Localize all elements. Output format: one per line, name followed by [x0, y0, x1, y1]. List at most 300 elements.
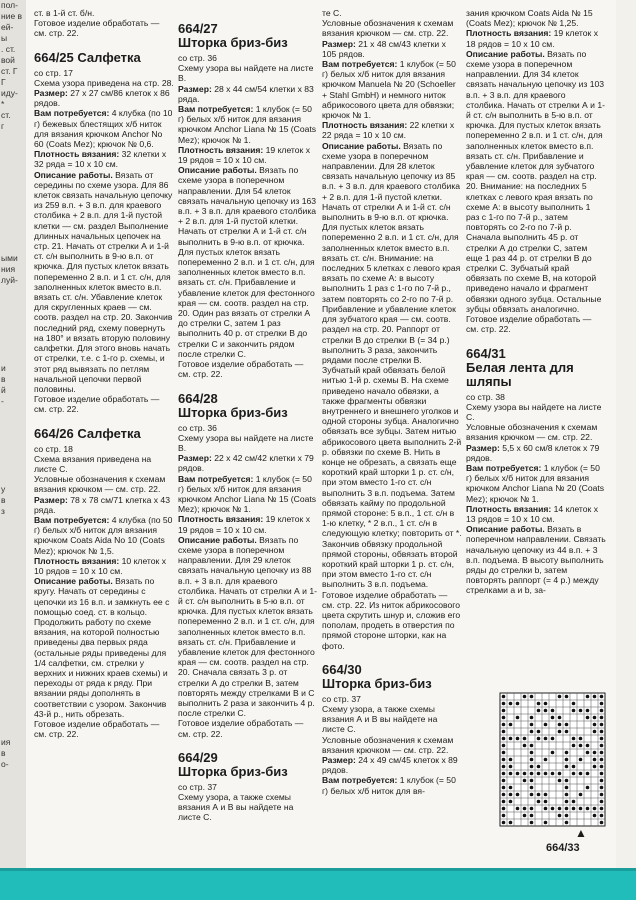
section-subtitle: Белая лента для шляпы [466, 359, 574, 389]
value: Вязать от середины по схеме узора. Для 86 клеток связать начальную цепочку из 259 в.п. + 3 в.п. для краевого столбика + 2 в.п. для 1-й пустой клетки — см. раздел Выполнение длинных начальных цепочек на стр. 21. Начать от стрелки А и 1-й ст. с/н выполнить в 9-ю в.п. от крючка. Для пустых клеток вязать попеременно 2 в.п. и 1 ст. с/н, для заполненных клеток вместо в.п. вязать ст. с/н. Убавление клеток для скругленных краев — см. соотв. раздел на стр. 20. Закончив последний ряд, схему повернуть на 180° и вязать вторую половину салфетки. Для этого вновь начать от стрелки, т.е. с 1-го р. схемы, и этот ряд вывязать по петлям начальной цепочки первой половины. [34, 169, 173, 394]
grid-dot [600, 709, 604, 713]
grid-dot [572, 744, 576, 748]
edge-fragment [0, 814, 26, 825]
materials [178, 474, 318, 515]
grid-dot [572, 765, 576, 769]
grid-dot [509, 800, 513, 804]
value: 22 клетки х 22 ряда = 10 х 10 см. [322, 120, 455, 141]
section-subtitle: Шторка бриз-биз [178, 35, 288, 50]
edge-fragment [0, 627, 26, 638]
section-title: 664/30 [322, 661, 362, 677]
edge-fragment [0, 682, 26, 693]
edge-fragment [0, 572, 26, 583]
grid-dot [600, 695, 604, 699]
work [34, 576, 174, 719]
text: Готовое изделие обработать — см. стр. 22. [34, 394, 160, 415]
edge-fragment [0, 638, 26, 649]
edge-fragment: о- [1, 759, 9, 769]
edge-fragment [0, 770, 26, 781]
value: 24 х 49 см/45 клеток х 89 рядов. [322, 755, 458, 776]
edge-fragment [0, 847, 26, 858]
text: зания крючком Coats Aida № 15 (Coats Mez); крючок № 1,25. [466, 8, 593, 29]
grid-dot [502, 821, 506, 825]
grid-dot [579, 758, 583, 762]
grid-dot [530, 821, 534, 825]
grid-dot [558, 723, 562, 727]
grid-dot [551, 737, 555, 741]
edge-fragment [0, 473, 26, 484]
value: Вязать по схеме узора в поперечном направлении. Для 29 клеток связать начальную цепочку из 88 в.п. + 3 в.п. для краевого столбика. Начать от стрелки А и 1-й ст. с/н выполнить в 5-ю в.п. от крючка. Для пустых клеток вязать попеременно 2 в.п. и 1 ст. с/н, для заполненных клеток вместо в.п. вязать ст. с/н. Прибавление и убавление клеток для фестонного края — см. соотв. раздел на стр. 20. Сначала связать 3 р. от стрелки А до стрелки В, затем повторять между стрелками В и С выполнить 2 раза и закончить 4 р. после стрелки С. [178, 534, 317, 719]
grid-dot [523, 695, 527, 699]
value: Вязать по схеме узора в поперечном направлении. Для 34 клеток связать начальную цепочку из 103 в.п. + 3 в.п. для краевого столбика. Начать от стрелки А и 1-й ст. с/н выполнить в 5-ю в.п. от крючка. Для пустых клеток вязать попеременно 2 в.п. и 1 ст. с/н, для заполненных клеток вместо в.п. вязать ст. с/н. Прибавление и убавление клеток для зубчатого края — см. соотв. раздел на стр. 20. Внимание: на последних 5 клетках с левого края вязать по схеме А: в высоту выполнить 1 раз с 1-го по 7-й р., затем повторять со 2-го по 7-й р. Сначала выполнить 45 р. от стрелки А до стрелки С, затем еще 1 раз 44 р. от стрелки В до стрелки С. Зубчатый край обвязать по схеме В, на которой приведено начало и фрагмент обвязки одного зубца. Остальные зубцы обвязать аналогично. [466, 48, 605, 314]
grid-dot [516, 716, 520, 720]
size [34, 495, 174, 515]
source: со стр. 17 [34, 67, 73, 78]
grid-dot [600, 716, 604, 720]
work [178, 535, 318, 719]
work [466, 524, 606, 595]
text: Схему узора вы найдете на листе В. [178, 63, 314, 84]
edge-fragment [0, 561, 26, 572]
grid-dot [572, 800, 576, 804]
grid-dot [572, 737, 576, 741]
edge-fragment [0, 583, 26, 594]
grid-dot [544, 793, 548, 797]
edge-fragment: ей- [1, 22, 14, 32]
value: 1 клубок (= 50 г) белых х/б ниток для вя- [322, 775, 456, 796]
grid-dot [516, 807, 520, 811]
materials [178, 104, 318, 145]
grid-dot [565, 807, 569, 811]
grid-dot [509, 702, 513, 706]
grid-dot [600, 765, 604, 769]
edge-fragment: ст. Г [1, 66, 18, 76]
label: Вам потребуется: [34, 514, 110, 525]
section-title: 664/27 [178, 21, 218, 36]
text: Схема вязания приведена на листе С. [34, 453, 152, 474]
grid-dot [586, 695, 590, 699]
edge-fragment: * [1, 99, 5, 109]
grid-dot [502, 800, 506, 804]
text: Готовое изделие обработать — см. стр. 22. [178, 718, 304, 739]
label: Плотность вязания: [466, 503, 552, 514]
label: Описание работы. [178, 534, 257, 545]
grid-dot [600, 786, 604, 790]
grid-dot [537, 702, 541, 706]
grid-dot [544, 723, 548, 727]
density [178, 145, 318, 165]
edge-fragment [0, 451, 26, 462]
edge-fragment [0, 154, 26, 165]
value: Вязать в поперечном направлении. Связать начальную цепочку из 44 в.п. + 3 в.п. подъема. В высоту выполнить ряды до стрелки b, затем повторять раппорт (= 4 р.) между стрелками a и b, за- [466, 524, 606, 596]
grid-dot [600, 730, 604, 734]
footer-strip [0, 868, 636, 871]
edge-fragment [0, 429, 26, 440]
value: 1 клубок (= 50 г) белых х/б ниток для вязания крючком Anchor Liana № 15 (Coats Mez); крючок № 1. [178, 473, 317, 515]
grid-dot [600, 772, 604, 776]
section-title: 664/31 [466, 345, 506, 361]
work [466, 49, 606, 314]
label: Размер: [34, 88, 68, 99]
value: 19 клеток х 19 рядов = 10 х 10 см. [178, 514, 310, 535]
density [34, 149, 174, 169]
edge-fragment: пол- [1, 0, 18, 10]
grid-dot [565, 793, 569, 797]
magazine-page [26, 0, 616, 868]
footer-band [0, 868, 636, 900]
chart-label: 664/33 [546, 842, 580, 854]
edge-fragment [0, 308, 26, 319]
grid-dot [502, 730, 506, 734]
section-title: 664/28 [178, 390, 218, 406]
value: Вязать по схеме узора в поперечном направлении. Для 28 клеток связать начальную цепочку из 85 в.п. + 3 в.п. для краевого столбика + 2 в.п. для 1-й пустой клетки. Начать от стрелки А и 1-й ст. с/н выполнить в 9-ю в.п. от крючка. Для пустых клеток вязать попеременно 2 в.п. и 1 ст. с/н, для заполненных клеток вместо в.п. вязать ст. с/н. Внимание: на последних 5 клетках с левого края вязать по схеме А: в высоту выполнить 1 раз с 1-го по 7-й р., затем повторять со 2-го по 7-й р. Прибавление и убавление клеток для зубчатого края — см. соотв. раздел на стр. 20. Раппорт от стрелки В до стрелки В (= 34 р.) выполнить 3 раза, закончить рядами после стрелки В. Зубчатый край обвязать белой нитью 1-й р. схемы В. На схеме приведено начало обвязки, а также фрагменты обвязки внутреннего и внешнего уголков и одной стороны зубца. Аналогично обвязать все зубцы. Затем нитью абрикосового цвета выполнить 2-й р. обвязки по схеме В. Нить в конце не обрезать, а связать еще короткий край шторки 1 р. ст. с/н, при этом вместо 1-го ст. с/н выполнить 3 в.п. подъема. Затем обвязать кайму по продольной прямой стороне: 5 в.п., 1 ст. с/н в 1-ю клетку, * 2 в.п., 1 ст. с/н в следующую клетку; повторить от *. Закончив обвязку продольной прямой стороны, обвязать второй короткий край шторки 1 р. ст. с/н, при этом вместо 1-го ст. с/н выполнить 3 в.п. подъема. [322, 140, 462, 590]
edge-fragment: й [1, 385, 6, 395]
grid-dot [600, 800, 604, 804]
column-2 [178, 18, 318, 823]
value: 27 х 27 см/86 клеток х 86 рядов. [34, 88, 170, 109]
edge-fragment: у [1, 484, 6, 494]
grid-dot [551, 709, 555, 713]
section-subtitle: Шторка бриз-биз [178, 404, 288, 420]
grid-dot [551, 716, 555, 720]
grid-dot [502, 695, 506, 699]
edge-fragment [0, 341, 26, 352]
text: Условные обозначения к схемам вязания крючком — см. стр. 22. [34, 474, 166, 495]
label: Вам потребуется: [178, 473, 254, 484]
grid-dot [586, 716, 590, 720]
grid-dot [565, 751, 569, 755]
label: Описание работы. [34, 576, 113, 587]
edge-fragment: Г [1, 77, 6, 87]
grid-dot [593, 716, 597, 720]
section-title: 664/29 [178, 749, 218, 765]
grid-dot [586, 751, 590, 755]
grid-dot [565, 800, 569, 804]
grid-dot [565, 758, 569, 762]
grid-dot [530, 751, 534, 755]
label: Плотность вязания: [34, 149, 120, 160]
source: со стр. 36 [178, 53, 217, 63]
edge-fragment: ния [1, 264, 16, 274]
size [34, 88, 174, 108]
materials [322, 775, 462, 795]
edge-fragment [0, 836, 26, 847]
grid-dot [523, 744, 527, 748]
label: Описание работы. [178, 165, 257, 176]
grid-dot [558, 779, 562, 783]
edge-fragment [0, 715, 26, 726]
grid-dot [502, 709, 506, 713]
edge-fragment [0, 418, 26, 429]
grid-dot [509, 772, 513, 776]
edge-fragment [0, 220, 26, 231]
grid-dot [537, 709, 541, 713]
grid-dot [565, 779, 569, 783]
edge-fragment [0, 825, 26, 836]
grid-dot [579, 772, 583, 776]
edge-fragment [0, 187, 26, 198]
grid-dot [600, 807, 604, 811]
grid-dot [600, 814, 604, 818]
value: 10 клеток х 10 рядов = 10 х 10 см. [34, 555, 166, 576]
text: Готовое изделие обработать — см. стр. 22. [178, 359, 304, 380]
grid-dot [593, 751, 597, 755]
grid-dot [544, 800, 548, 804]
grid-dot [530, 814, 534, 818]
grid-dot [586, 807, 590, 811]
grid-dot [502, 786, 506, 790]
grid-dot [544, 807, 548, 811]
grid-dot [509, 758, 513, 762]
label: Плотность вязания: [466, 28, 552, 39]
grid-dot [586, 772, 590, 776]
column-3 [322, 8, 462, 796]
grid-dot [593, 758, 597, 762]
grid-dot [579, 709, 583, 713]
value: Вязать по схеме узора в поперечном направлении. Для 54 клеток связать начальную цепочку из 163 в.п. + 3 в.п. для краевого столбика + 2 в.п. для 1-й пустой клетки. Начать от стрелки А и 1-й ст. с/н выполнить в 9-ю в.п. от крючка. Для пустых клеток вязать попеременно 2 в.п. и 1 ст. с/н, для заполненных клеток вместо в.п. вязать ст. с/н. Прибавление и убавление клеток для фестонного края — см. соотв. раздел на стр. 20. Один раз вязать от стрелки А до стрелки С, затем 1 раз выполнить 40 р. от стрелки В до стрелки С и закончить рядом после стрелки С. [178, 165, 317, 359]
source: со стр. 37 [178, 781, 217, 792]
materials [466, 463, 606, 504]
grid-dot [509, 723, 513, 727]
value: 78 х 78 см/71 клетка х 43 ряда. [34, 494, 170, 515]
label: Плотность вязания: [322, 120, 408, 131]
label: Описание работы. [322, 140, 401, 151]
edge-fragment: . ст. [1, 44, 16, 54]
grid-dot [600, 821, 604, 825]
grid-dot [523, 772, 527, 776]
label: Вам потребуется: [178, 104, 254, 115]
grid-dot [502, 765, 506, 769]
value: 32 клетки х 32 ряда = 10 х 10 см. [34, 149, 167, 170]
text: Готовое изделие обработать — см. стр. 22. Из ниток абрикосового цвета скрутить шнур и, сложив его пополам, продеть в отверстия по прямой стороне шторки, как на фото. [322, 589, 461, 651]
grid-dot [502, 814, 506, 818]
grid-dot [530, 744, 534, 748]
edge-fragment: ия [1, 737, 11, 747]
edge-fragment [0, 792, 26, 803]
edge-fragment [0, 209, 26, 220]
grid-dot [502, 772, 506, 776]
grid-dot [579, 744, 583, 748]
text: Схему узора вы найдете на листе С. [466, 401, 602, 422]
value: 22 х 42 см/42 клетки х 79 рядов. [178, 453, 314, 474]
edge-fragment [0, 440, 26, 451]
edge-fragment: з [1, 506, 5, 516]
grid-dot [530, 765, 534, 769]
source: со стр. 37 [322, 693, 361, 704]
grid-dot [600, 758, 604, 762]
edge-fragment [0, 132, 26, 143]
grid-dot [565, 723, 569, 727]
text: Готовое изделие обработать — см. стр. 22. [34, 719, 160, 740]
arrow-up-icon: ▲ [575, 826, 587, 840]
grid-dot [537, 800, 541, 804]
label: Вам потребуется: [34, 108, 110, 119]
grid-dot [502, 758, 506, 762]
grid-dot [558, 807, 562, 811]
grid-dot [586, 744, 590, 748]
edge-fragment: луй- [1, 275, 18, 285]
value: Вязать по кругу. Начать от середины с цепочки из 16 в.п. и замкнуть ее с помощью соед. ст. в кольцо. Продолжить работу по схеме вязания, на которой полностью приведены два первых ряда (остальные ряды приведены для 1/4 салфетки, см. стрелки у верхних и нижних краев схемы) и переходы от ряда к ряду. При вязании ряды дополнять в соответствии с узором. Закончив 43-й р., нить обрезать. [34, 576, 170, 719]
grid-frame [500, 693, 605, 826]
edge-fragment: ние в [1, 11, 23, 21]
grid-dot [502, 716, 506, 720]
size [178, 84, 318, 104]
work [34, 170, 174, 394]
grid-dot [502, 702, 506, 706]
size [466, 443, 606, 463]
grid-dot [502, 744, 506, 748]
edge-fragment [0, 330, 26, 341]
edge-fragment [0, 407, 26, 418]
value: 4 клубка (по 10 г) бежевых блестящих х/б ниток для вязания крючком Anchor No 60 (Coats Mez); крючок № 0,6. [34, 108, 173, 150]
grid-dot [593, 695, 597, 699]
grid-dot [530, 723, 534, 727]
grid-dot [523, 779, 527, 783]
edge-fragment [0, 462, 26, 473]
grid-dot [565, 786, 569, 790]
edge-fragment: ы [1, 33, 8, 43]
grid-dot [523, 814, 527, 818]
grid-dot [558, 814, 562, 818]
work [178, 165, 318, 359]
text: Схему узора вы найдете на листе В. [178, 432, 314, 453]
label: Размер: [322, 38, 356, 49]
grid-dot [516, 702, 520, 706]
size [322, 755, 462, 775]
edge-fragment [0, 671, 26, 682]
grid-dot [530, 807, 534, 811]
grid-dot [572, 807, 576, 811]
grid-dot [593, 730, 597, 734]
column-4 [466, 8, 606, 596]
edge-fragment: в [1, 748, 6, 758]
grid-dot [537, 730, 541, 734]
label: Описание работы. [34, 169, 113, 180]
edge-fragment: иду- [1, 88, 18, 98]
grid-dot [502, 751, 506, 755]
edge-fragment [0, 693, 26, 704]
grid-dot [516, 772, 520, 776]
edge-fragment [0, 231, 26, 242]
grid-dot [593, 807, 597, 811]
edge-fragment [0, 242, 26, 253]
grid-dot [600, 737, 604, 741]
grid-dot [565, 765, 569, 769]
size [178, 453, 318, 473]
label: Плотность вязания: [34, 555, 120, 566]
density [34, 556, 174, 576]
edge-fragment [0, 649, 26, 660]
grid-dot [572, 702, 576, 706]
grid-dot [537, 737, 541, 741]
edge-fragment: в [1, 374, 6, 384]
section-subtitle: Шторка бриз-биз [178, 763, 288, 779]
grid-dot [544, 702, 548, 706]
grid-dot [537, 772, 541, 776]
grid-dot [530, 786, 534, 790]
text: Схема узора приведена на стр. 28. [34, 77, 174, 88]
grid-dot [544, 772, 548, 776]
grid-dot [544, 758, 548, 762]
edge-fragment [0, 660, 26, 671]
value: 14 клеток х 13 рядов = 10 х 10 см. [466, 503, 598, 524]
label: Вам потребуется: [322, 59, 398, 70]
grid-dot [551, 772, 555, 776]
density [178, 514, 318, 534]
grid-dot [523, 737, 527, 741]
grid-dot [600, 751, 604, 755]
value: 28 х 44 см/54 клетки х 83 ряда. [178, 83, 314, 104]
grid-dot [509, 793, 513, 797]
grid-dot [600, 793, 604, 797]
label: Размер: [466, 442, 500, 453]
grid-dot [502, 723, 506, 727]
grid-dot [530, 779, 534, 783]
grid-dot [579, 793, 583, 797]
text: Схему узора, а также схемы вязания А и В вы найдете на листе С. [322, 704, 438, 735]
edge-fragment [0, 594, 26, 605]
materials [34, 108, 174, 149]
edge-fragment [0, 165, 26, 176]
value: 5,5 х 60 см/8 клеток х 79 рядов. [466, 442, 600, 463]
work [322, 141, 462, 590]
value: 19 клеток х 19 рядов = 10 х 10 см. [178, 144, 310, 166]
value: 19 клеток х 18 рядов = 10 х 10 см. [466, 28, 598, 49]
grid-dot [579, 737, 583, 741]
text: Условные обозначения к схемам вязания крючком — см. стр. 22. [322, 18, 454, 39]
value: 1 клубок (= 50 г) белых х/б ниток для вязания крючком Anchor Liana № 20 (Coats Mez); крючок № 1. [466, 462, 605, 504]
grid-dot [523, 807, 527, 811]
text: Готовое изделие обработать — см. стр. 22. [466, 314, 592, 335]
value: 1 клубок (= 50 г) белых х/б ниток для вязания крючком Anchor Liana № 15 (Coats Mez); крючок № 1. [178, 104, 317, 145]
grid-dot [600, 744, 604, 748]
grid-dot [551, 751, 555, 755]
text: Схему узора, а также схемы вязания А и В вы найдете на листе С. [178, 792, 294, 823]
grid-dot [572, 709, 576, 713]
grid-dot [537, 765, 541, 769]
grid-dot [600, 702, 604, 706]
source: со стр. 36 [178, 422, 217, 433]
materials [34, 515, 174, 556]
materials [322, 59, 462, 120]
edge-fragment: в [1, 495, 6, 505]
column-1 [34, 8, 174, 739]
grid-dot [516, 737, 520, 741]
edge-fragment: и [1, 363, 6, 373]
crochet-chart [496, 690, 610, 830]
density [322, 120, 462, 140]
grid-dot [600, 723, 604, 727]
edge-fragment [0, 704, 26, 715]
grid-dot [558, 772, 562, 776]
label: Плотность вязания: [178, 514, 264, 525]
grid-dot [593, 814, 597, 818]
grid-dot [579, 807, 583, 811]
grid-dot [509, 821, 513, 825]
edge-fragment [0, 319, 26, 330]
grid-dot [572, 772, 576, 776]
grid-dot [516, 793, 520, 797]
edge-fragment [0, 528, 26, 539]
edge-fragment [0, 726, 26, 737]
grid-dot [544, 737, 548, 741]
value: 1 клубок (= 50 г) белых х/б ниток для вязания крючком Manuela № 20 (Schoeller + Stahl GmbH) и немного ниток абрикосового цвета для обвязки; крючок № 1. [322, 59, 456, 121]
grid-dot [586, 786, 590, 790]
label: Плотность вязания: [178, 144, 264, 155]
edge-fragment [0, 803, 26, 814]
edge-fragment [0, 616, 26, 627]
section-title: 664/25 Салфетка [34, 49, 141, 65]
